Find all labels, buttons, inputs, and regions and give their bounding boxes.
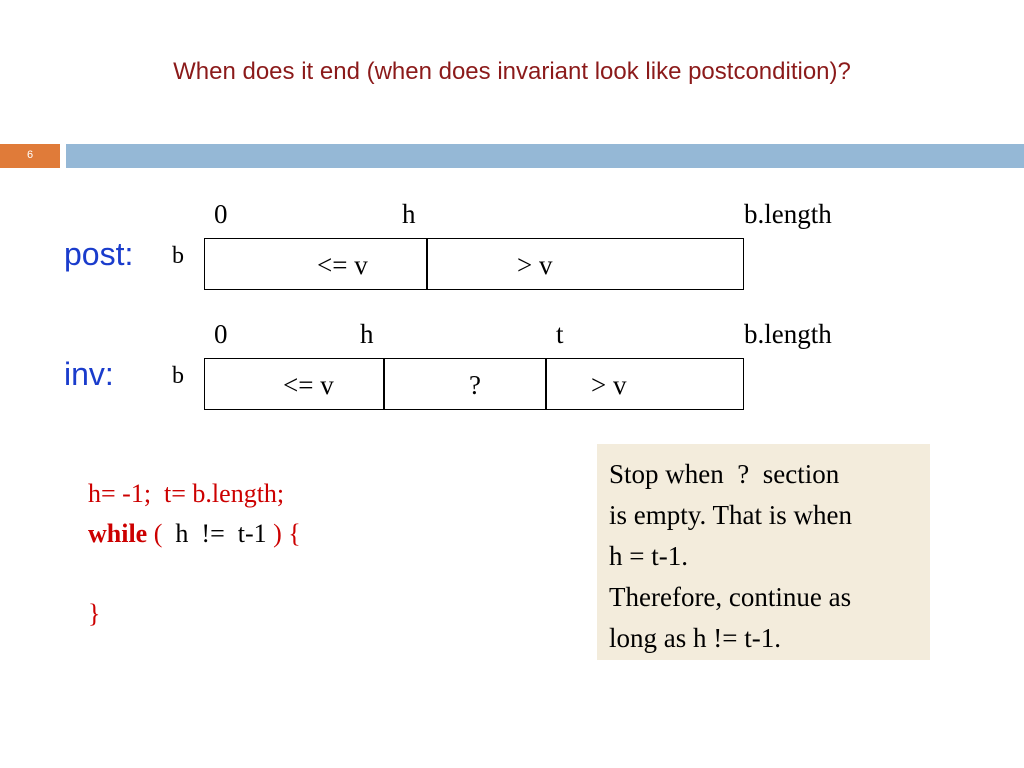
note-line: h = t-1. <box>609 541 688 571</box>
inv-section-low: <= v <box>283 370 334 400</box>
note-line: Stop when ? section <box>609 459 840 489</box>
inv-marker-start: 0 <box>214 319 228 349</box>
inv-marker-h: h <box>360 319 374 349</box>
post-array-bar <box>204 238 744 290</box>
code-close-brace: } <box>88 599 101 628</box>
post-marker-h: h <box>402 199 416 229</box>
inv-section-high: > v <box>591 370 627 400</box>
code-blank-line <box>88 554 301 594</box>
code-init-line: h= -1; t= b.length; <box>88 479 285 508</box>
code-while-line <box>88 514 301 554</box>
note-box <box>597 444 930 660</box>
slide-number: 6 <box>26 149 34 161</box>
note-line: Therefore, continue as <box>609 582 852 612</box>
post-section-low: <= v <box>317 250 368 280</box>
inv-label: inv: <box>64 356 114 392</box>
slide-title: When does it end (when does invariant look like postcondition)? <box>173 58 851 85</box>
inv-array-name: b <box>172 363 184 389</box>
header-rule <box>66 144 1024 168</box>
inv-divider-t <box>545 359 547 409</box>
inv-array-bar <box>204 358 744 410</box>
post-marker-end: b.length <box>744 199 832 229</box>
code-open-paren: ( <box>147 519 176 548</box>
code-while-keyword: while <box>88 519 148 548</box>
code-block <box>88 474 301 634</box>
code-close-paren: ) { <box>266 519 301 548</box>
post-section-high: > v <box>517 250 553 280</box>
inv-marker-end: b.length <box>744 319 832 349</box>
inv-divider-h <box>383 359 385 409</box>
post-marker-start: 0 <box>214 199 228 229</box>
post-divider-h <box>426 239 428 289</box>
note-line: is empty. That is when <box>609 500 852 530</box>
note-line: long as h != t-1. <box>609 623 781 653</box>
post-array-name: b <box>172 243 184 269</box>
inv-section-unknown: ? <box>469 370 481 400</box>
post-label: post: <box>64 236 134 272</box>
inv-marker-t: t <box>556 319 564 349</box>
code-loop-condition: h != t-1 <box>175 519 267 548</box>
